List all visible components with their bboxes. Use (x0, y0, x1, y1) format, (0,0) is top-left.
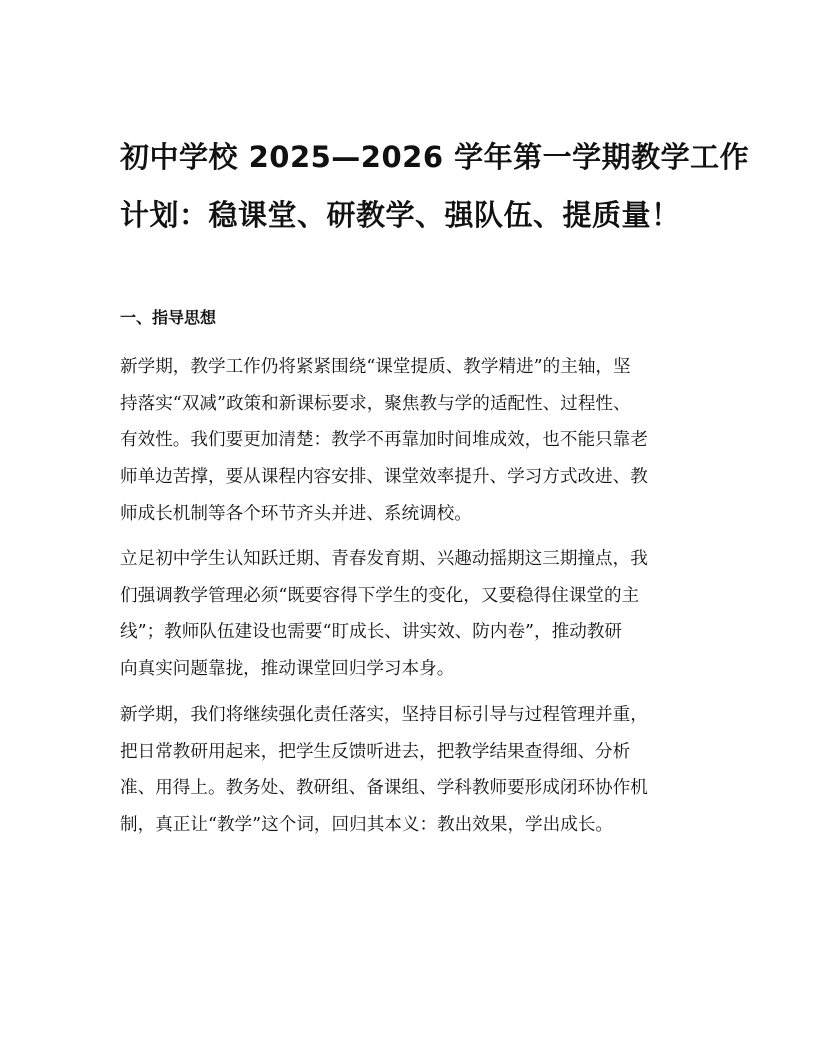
paragraph (120, 697, 710, 844)
paragraph-line: 线”；教师队伍建设也需要“盯成长、讲实效、防内卷”，推动教研 (120, 622, 623, 643)
paragraph-line: 们强调教学管理必须“既要容得下学生的变化，又要稳得住课堂的主 (120, 585, 640, 606)
paragraph-line: 准、用得上。教务处、教研组、备课组、学科教师要形成闭环协作机 (120, 778, 648, 799)
title-line: 初中学校 2025—2026 学年第一学期教学工作 (120, 140, 750, 174)
paragraph-line: 师成长机制等各个环节齐头并进、系统调校。 (120, 503, 472, 524)
title-line: 计划：稳课堂、研教学、强队伍、提质量！ (120, 198, 681, 232)
paragraph-line: 把日常教研用起来，把学生反馈听进去，把教学结果查得细、分析 (120, 741, 631, 762)
paragraph-line: 制，真正让“教学”这个词，回归其本义：教出效果，学出成长。 (120, 815, 614, 836)
paragraph-line: 立足初中学生认知跃迁期、青春发育期、兴趣动摇期这三期撞点，我 (120, 549, 648, 569)
paragraph-line: 新学期，教学工作仍将紧紧围绕“课堂提质、教学精进”的主轴，坚 (120, 357, 631, 377)
paragraph-line: 向真实问题靠拢，推动课堂回归学习本身。 (120, 659, 455, 680)
paragraph (120, 349, 710, 532)
paragraph-line: 持落实“双减”政策和新课标要求，聚焦教与学的适配性、过程性、 (120, 393, 631, 414)
section-heading: 一、指导思想 (120, 308, 217, 327)
paragraph-line: 师单边苦撑，要从课程内容安排、课堂效率提升、学习方式改进、教 (120, 467, 648, 488)
paragraph-line: 有效性。我们要更加清楚：教学不再靠加时间堆成效，也不能只靠老 (120, 430, 648, 451)
paragraph (120, 541, 710, 688)
document-title (120, 128, 750, 244)
paragraph-line: 新学期，我们将继续强化责任落实，坚持目标引导与过程管理并重， (120, 705, 648, 725)
